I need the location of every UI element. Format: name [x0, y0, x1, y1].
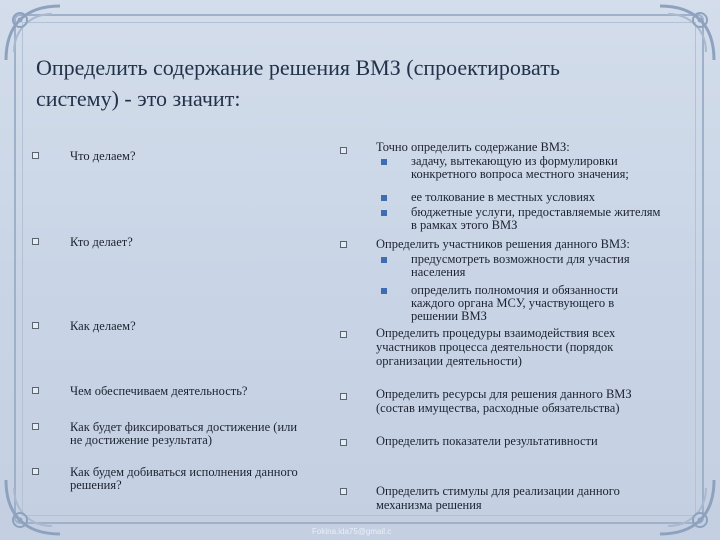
checkbox-bullet-icon [340, 439, 347, 446]
right-block4-line: (состав имущества, расходные обязательства) [376, 401, 620, 415]
right-block1-bullet: задачу, вытекающую из формулировки [411, 154, 618, 168]
slide-title [36, 52, 656, 114]
left-item-resources: Чем обеспечиваем деятельность? [70, 384, 248, 398]
checkbox-bullet-icon [340, 147, 347, 154]
right-block5-line: Определить показатели результативности [376, 434, 598, 448]
slide-title-line: систему) - это значит: [36, 86, 241, 111]
checkbox-bullet-icon [32, 238, 39, 245]
footer-email: Fokina.ida75@gmail.c [312, 527, 392, 536]
square-bullet-icon [381, 257, 387, 263]
left-item-fixation-cont: не достижение результата) [70, 433, 213, 447]
corner-ornament-icon [650, 0, 720, 70]
checkbox-bullet-icon [32, 468, 39, 475]
right-block2-bullet: определить полномочия и обязанности [411, 283, 619, 297]
left-item-what: Что делаем? [70, 149, 136, 163]
right-block2-heading: Определить участников решения данного ВМЗ: [376, 237, 630, 251]
corner-ornament-icon [0, 470, 70, 540]
right-block1-heading: Точно определить содержание ВМЗ: [376, 140, 570, 154]
left-item-who: Кто делает? [70, 235, 133, 249]
right-block1-bullet: ее толкование в местных условиях [411, 190, 596, 204]
left-item-fixation: Как будет фиксироваться достижение (или [70, 420, 298, 434]
right-block2-bullet-cont: населения [411, 265, 466, 279]
right-block4-line: Определить ресурсы для решения данного ВМЗ [376, 387, 632, 401]
right-block2-bullet-cont: каждого органа МСУ, участвующего в [411, 296, 615, 310]
checkbox-bullet-icon [340, 488, 347, 495]
square-bullet-icon [381, 159, 387, 165]
right-block1-bullet: бюджетные услуги, предоставляемые жителям [411, 205, 661, 219]
right-block1-bullet-cont: в рамках этого ВМЗ [411, 218, 518, 232]
right-block3-line: участников процесса деятельности (порядок [376, 340, 614, 354]
square-bullet-icon [381, 288, 387, 294]
right-block2-bullet: предусмотреть возможности для участия [411, 252, 630, 266]
checkbox-bullet-icon [32, 152, 39, 159]
right-block6-line: Определить стимулы для реализации данного [376, 484, 620, 498]
left-item-enforcement: Как будем добиваться исполнения данного [70, 465, 298, 479]
checkbox-bullet-icon [340, 241, 347, 248]
corner-ornament-icon [650, 470, 720, 540]
checkbox-bullet-icon [32, 322, 39, 329]
checkbox-bullet-icon [340, 331, 347, 338]
checkbox-bullet-icon [32, 423, 39, 430]
left-item-how: Как делаем? [70, 319, 136, 333]
right-block1-bullet-cont: конкретного вопроса местного значения; [411, 167, 629, 181]
right-block6-line: механизма решения [376, 498, 482, 512]
slide-title-line: Определить содержание решения ВМЗ (спроектировать [36, 55, 560, 80]
square-bullet-icon [381, 210, 387, 216]
left-item-enforcement-cont: решения? [70, 478, 122, 492]
right-block3-line: Определить процедуры взаимодействия всех [376, 326, 616, 340]
square-bullet-icon [381, 195, 387, 201]
right-block3-line: организации деятельности) [376, 354, 522, 368]
checkbox-bullet-icon [32, 387, 39, 394]
checkbox-bullet-icon [340, 393, 347, 400]
right-block2-bullet-cont: решении ВМЗ [411, 309, 487, 323]
